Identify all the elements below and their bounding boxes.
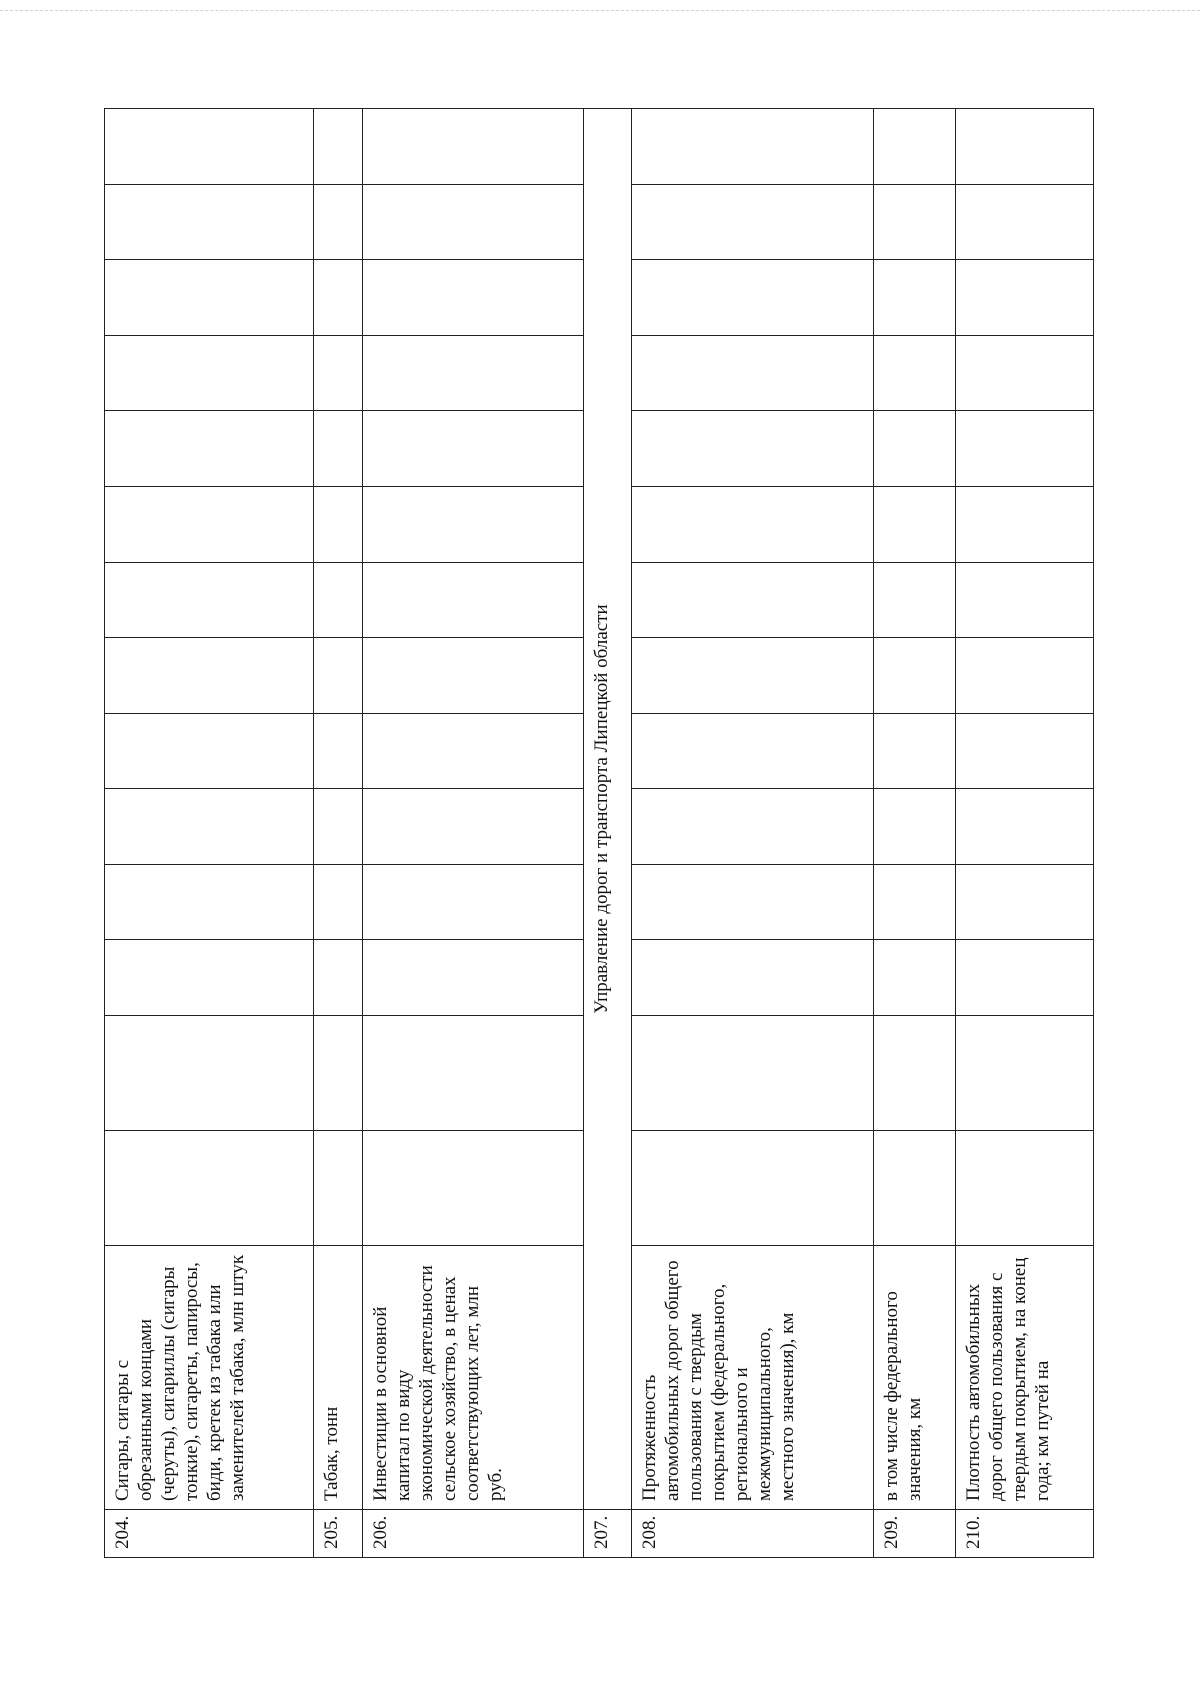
value-cell bbox=[873, 335, 955, 411]
value-cell bbox=[873, 1131, 955, 1246]
value-cell bbox=[363, 638, 583, 714]
value-cell bbox=[314, 1131, 363, 1246]
value-cell bbox=[363, 940, 583, 1016]
value-cell bbox=[632, 789, 873, 865]
value-cell bbox=[955, 109, 1093, 185]
table-row bbox=[363, 109, 583, 1558]
value-cell bbox=[955, 335, 1093, 411]
value-cell bbox=[955, 411, 1093, 487]
row-indicator-name: Протяженность автомобильных дорог общего пользования с твердым покрытием (федерального, регионального и межмуниципального, местного значения), км bbox=[632, 1246, 873, 1510]
value-cell bbox=[363, 486, 583, 562]
value-cell bbox=[105, 713, 314, 789]
value-cell bbox=[873, 184, 955, 260]
value-cell bbox=[632, 940, 873, 1016]
value-cell bbox=[314, 411, 363, 487]
value-cell bbox=[955, 1131, 1093, 1246]
row-number: 204. bbox=[105, 1510, 314, 1558]
table-row bbox=[873, 109, 955, 1558]
value-cell bbox=[363, 335, 583, 411]
table-row section-row bbox=[583, 109, 632, 1558]
value-cell bbox=[955, 713, 1093, 789]
value-cell bbox=[873, 1016, 955, 1131]
value-cell bbox=[632, 486, 873, 562]
value-cell bbox=[314, 940, 363, 1016]
value-cell bbox=[955, 638, 1093, 714]
row-indicator-name: в том числе федерального значения, км bbox=[873, 1246, 955, 1510]
value-cell bbox=[873, 713, 955, 789]
value-cell bbox=[632, 411, 873, 487]
value-cell bbox=[314, 486, 363, 562]
row-number: 205. bbox=[314, 1510, 363, 1558]
row-indicator-name: Инвестиции в основной капитал по виду экономической деятельности сельское хозяйство, в ценах соответствующих лет, млн руб. bbox=[363, 1246, 583, 1510]
value-cell bbox=[314, 1016, 363, 1131]
value-cell bbox=[314, 335, 363, 411]
value-cell bbox=[105, 109, 314, 185]
value-cell bbox=[873, 864, 955, 940]
table-row bbox=[632, 109, 873, 1558]
value-cell bbox=[632, 562, 873, 638]
indicators-table bbox=[104, 108, 1094, 1558]
value-cell bbox=[105, 638, 314, 714]
row-number: 206. bbox=[363, 1510, 583, 1558]
value-cell bbox=[105, 184, 314, 260]
rotated-table-area bbox=[104, 108, 1094, 1558]
row-number: 209. bbox=[873, 1510, 955, 1558]
value-cell bbox=[955, 1016, 1093, 1131]
row-indicator-name: Сигары, сигары с обрезанными концами (черуты), сигариллы (сигары тонкие), сигареты, папиросы, биди, кретек из табака или заменителей табака, млн штук bbox=[105, 1246, 314, 1510]
value-cell bbox=[314, 184, 363, 260]
value-cell bbox=[873, 638, 955, 714]
value-cell bbox=[632, 260, 873, 336]
value-cell bbox=[873, 940, 955, 1016]
value-cell bbox=[873, 562, 955, 638]
value-cell bbox=[873, 486, 955, 562]
row-number: 208. bbox=[632, 1510, 873, 1558]
value-cell bbox=[632, 713, 873, 789]
value-cell bbox=[363, 562, 583, 638]
value-cell bbox=[314, 260, 363, 336]
value-cell bbox=[632, 638, 873, 714]
value-cell bbox=[363, 109, 583, 185]
value-cell bbox=[363, 789, 583, 865]
table-row bbox=[314, 109, 363, 1558]
value-cell bbox=[105, 260, 314, 336]
value-cell bbox=[314, 562, 363, 638]
row-indicator-name: Табак, тонн bbox=[314, 1246, 363, 1510]
value-cell bbox=[363, 411, 583, 487]
row-number: 207. bbox=[583, 1510, 632, 1558]
value-cell bbox=[955, 562, 1093, 638]
value-cell bbox=[955, 940, 1093, 1016]
value-cell bbox=[363, 713, 583, 789]
value-cell bbox=[105, 486, 314, 562]
value-cell bbox=[105, 335, 314, 411]
value-cell bbox=[363, 184, 583, 260]
value-cell bbox=[363, 260, 583, 336]
row-indicator-name: Плотность автомобильных дорог общего пользования с твердым покрытием, на конец года; км путей на bbox=[955, 1246, 1093, 1510]
value-cell bbox=[632, 1131, 873, 1246]
value-cell bbox=[632, 335, 873, 411]
value-cell bbox=[632, 864, 873, 940]
value-cell bbox=[363, 1016, 583, 1131]
value-cell bbox=[363, 864, 583, 940]
value-cell bbox=[314, 789, 363, 865]
value-cell bbox=[314, 864, 363, 940]
value-cell bbox=[105, 789, 314, 865]
value-cell bbox=[105, 411, 314, 487]
value-cell bbox=[873, 789, 955, 865]
value-cell bbox=[955, 789, 1093, 865]
value-cell bbox=[955, 260, 1093, 336]
row-number: 210. bbox=[955, 1510, 1093, 1558]
page-top-edge bbox=[0, 10, 1200, 11]
table-row bbox=[105, 109, 314, 1558]
value-cell bbox=[632, 1016, 873, 1131]
value-cell bbox=[105, 1131, 314, 1246]
value-cell bbox=[873, 260, 955, 336]
value-cell bbox=[873, 109, 955, 185]
section-title: Управление дорог и транспорта Липецкой области bbox=[583, 109, 632, 1510]
value-cell bbox=[105, 940, 314, 1016]
value-cell bbox=[105, 1016, 314, 1131]
value-cell bbox=[955, 184, 1093, 260]
value-cell bbox=[955, 864, 1093, 940]
value-cell bbox=[314, 713, 363, 789]
value-cell bbox=[632, 109, 873, 185]
value-cell bbox=[873, 411, 955, 487]
table-row bbox=[955, 109, 1093, 1558]
value-cell bbox=[314, 109, 363, 185]
value-cell bbox=[105, 562, 314, 638]
value-cell bbox=[363, 1131, 583, 1246]
value-cell bbox=[955, 486, 1093, 562]
value-cell bbox=[632, 184, 873, 260]
value-cell bbox=[105, 864, 314, 940]
value-cell bbox=[314, 638, 363, 714]
